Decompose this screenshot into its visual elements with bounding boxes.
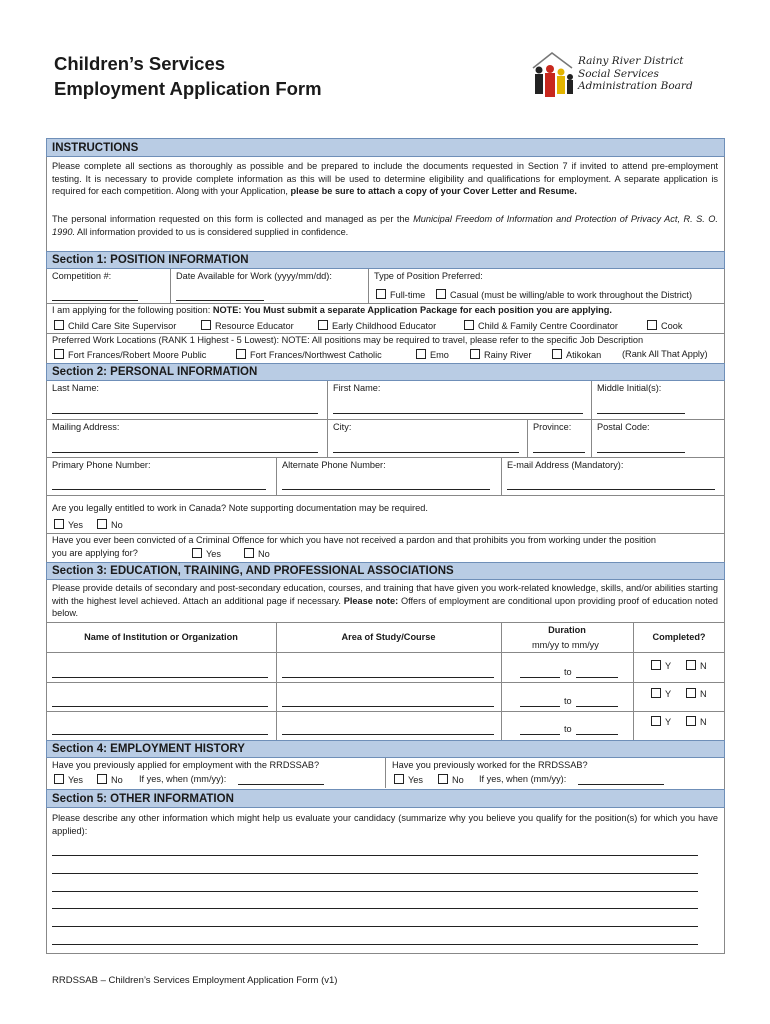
instructions-paragraph-2 [52,213,718,238]
instructions-text: Please complete all sections as thoroughly as possible and be prepared to include the documents requested in Section 7 if invited to attend pre-employment testing. It is necessary to provide complete information as this will be used to determine eligibility and qualifications for employment. A separate application is required for each competition. Along with your Application, [52,161,718,196]
checkbox[interactable] [201,320,211,330]
col-institution-header: Name of Institution or Organization [84,632,238,642]
applied-yes-option[interactable] [54,774,83,785]
duration-from-field[interactable] [520,734,560,735]
worked-when-field[interactable] [578,784,664,785]
education-intro-text: Please provide details of secondary and post-secondary education, courses, and training that have given you work-related knowledge, skills, and/or abilities starting with the highest level achieved. Attach an additional page if necessary. [52,583,718,606]
family-house-icon [530,50,578,102]
instructions-cover-letter-note: please be sure to attach a copy of your Cover Letter and Resume. [290,186,577,196]
position-family-centre-coordinator[interactable] [464,320,618,331]
city-label: City: [333,422,352,432]
y-label: Y [665,717,672,727]
area-field[interactable] [282,734,494,735]
area-field[interactable] [282,706,494,707]
form-title-line1: Children’s Services [54,53,226,74]
last-name-label: Last Name: [52,383,99,393]
other-info-prompt: Please describe any other information which might help us evaluate your candidacy (summarize why you believe you qualify for the position(s) for which you have applied): [52,813,718,836]
page-footer: RRDSSAB – Children’s Services Employment Application Form (v1) [52,975,338,986]
duration-to-field[interactable] [576,677,618,678]
worked-when-label: If yes, when (mm/yy): [479,774,567,784]
last-name-field[interactable] [52,413,318,414]
fulltime-label: Full-time [390,290,426,300]
locations-label: Preferred Work Locations (RANK 1 Highest - 5 Lowest): NOTE: All positions may be required to travel, please refer to the specific Job Description [52,335,644,345]
fulltime-checkbox[interactable] [376,289,386,299]
applied-no-option[interactable] [97,774,123,785]
competition-field[interactable] [52,300,138,301]
y-label: Y [665,689,672,699]
position-cook[interactable] [647,320,682,331]
col-duration-header: Duration [548,625,586,635]
location-robert-moore[interactable] [54,349,206,360]
checkbox[interactable] [97,519,107,529]
alternate-phone-field[interactable] [282,489,490,490]
position-label: Resource Educator [215,321,294,331]
other-info-line[interactable] [52,873,698,874]
section2-header: Section 2: PERSONAL INFORMATION [46,363,725,381]
duration-to-field[interactable] [576,706,618,707]
other-info-line[interactable] [52,908,698,909]
province-label: Province: [533,422,572,432]
location-label: Atikokan [566,350,602,360]
duration-to-field[interactable] [576,734,618,735]
privacy-act-name: Municipal Freedom of Information and Protection of Privacy Act, R. S. O. 1990. [52,214,718,237]
section3-header: Section 3: EDUCATION, TRAINING, AND PROFESSIONAL ASSOCIATIONS [46,562,725,580]
applying-text: I am applying for the following position: [52,305,211,315]
completed-y-option[interactable] [651,716,671,727]
yes-label: Yes [206,549,221,559]
completed-n-option[interactable] [686,716,707,727]
date-available-label: Date Available for Work (yyyy/mm/dd): [176,271,332,281]
position-label: Cook [661,321,683,331]
section4-header: Section 4: EMPLOYMENT HISTORY [46,740,725,758]
to-label: to [564,724,572,734]
location-label: Emo [430,350,449,360]
other-info-line[interactable] [52,855,698,856]
completed-y-option[interactable] [651,660,671,671]
mailing-address-label: Mailing Address: [52,422,120,432]
checkbox[interactable] [651,660,661,670]
institution-field[interactable] [52,706,268,707]
position-child-care-supervisor[interactable] [54,320,176,331]
checkbox[interactable] [244,548,254,558]
applied-when-label: If yes, when (mm/yy): [139,774,227,784]
location-label: Fort Frances/Robert Moore Public [68,350,207,360]
checkbox[interactable] [552,349,562,359]
first-name-field[interactable] [333,413,583,414]
competition-label: Competition #: [52,271,112,281]
casual-checkbox[interactable] [436,289,446,299]
primary-phone-label: Primary Phone Number: [52,460,151,470]
checkbox[interactable] [54,519,64,529]
no-label: No [258,549,270,559]
to-label: to [564,667,572,677]
section1-header: Section 1: POSITION INFORMATION [46,251,725,269]
criminal-yes-option[interactable] [192,548,221,559]
checkbox[interactable] [464,320,474,330]
primary-phone-field[interactable] [52,489,266,490]
confidentiality-text: All information provided to us is considered supplied in confidence. [77,226,349,237]
col-duration-sub: mm/yy to mm/yy [532,640,599,650]
logo-line2: Social Services [578,67,659,80]
other-info-line[interactable] [52,926,698,927]
email-label: E-mail Address (Mandatory): [507,460,624,470]
checkbox[interactable] [54,349,64,359]
casual-option[interactable] [436,289,692,300]
logo-line3: Administration Board [578,80,693,92]
yes-label: Yes [68,775,83,785]
date-available-field[interactable] [176,300,264,301]
mailing-address-field[interactable] [52,452,318,453]
checkbox[interactable] [470,349,480,359]
logo-line1: Rainy River District [578,55,684,67]
other-info-line[interactable] [52,944,698,945]
area-field[interactable] [282,677,494,678]
col-completed-header: Completed? [652,632,706,642]
checkbox[interactable] [647,320,657,330]
location-rainy-river[interactable] [470,349,531,360]
applying-note: NOTE: You Must submit a separate Application Package for each position you are applying. [212,305,612,315]
checkbox[interactable] [192,548,202,558]
city-field[interactable] [333,452,519,453]
criminal-no-option[interactable] [244,548,270,559]
postal-code-field[interactable] [597,452,685,453]
province-field[interactable] [533,452,585,453]
instructions-header: INSTRUCTIONS [46,138,725,157]
duration-from-field[interactable] [520,706,560,707]
checkbox[interactable] [54,320,64,330]
checkbox[interactable] [438,774,448,784]
no-label: No [452,775,464,785]
checkbox[interactable] [394,774,404,784]
legal-no-option[interactable] [97,519,123,530]
applied-when-field[interactable] [238,784,324,785]
rrdssab-logo [530,50,720,105]
education-note-text: Offers of employment are conditional upon providing proof of education noted below. [52,595,718,618]
no-label: No [111,520,123,530]
completed-n-option[interactable] [686,660,707,671]
no-label: No [111,775,123,785]
position-label: Child & Family Centre Coordinator [478,321,618,331]
form-title-line2: Employment Application Form [54,78,322,99]
worked-yes-option[interactable] [394,774,423,785]
institution-field[interactable] [52,677,268,678]
checkbox[interactable] [318,320,328,330]
location-label: Fort Frances/Northwest Catholic [250,350,382,360]
n-label: N [700,689,707,699]
privacy-text: The personal information requested on this form is collected and managed as per the [52,214,410,224]
checkbox[interactable] [236,349,246,359]
position-label: Early Childhood Educator [332,321,437,331]
type-preferred-label: Type of Position Preferred: [374,271,483,281]
checkbox[interactable] [97,774,107,784]
legal-entitlement-question: Are you legally entitled to work in Canada? Note supporting documentation may be required. [52,503,428,513]
location-northwest-catholic[interactable] [236,349,382,360]
completed-n-option[interactable] [686,688,707,699]
applied-before-question: Have you previously applied for employment with the RRDSSAB? [52,760,320,770]
position-resource-educator[interactable] [201,320,294,331]
position-ece[interactable] [318,320,436,331]
middle-initial-field[interactable] [597,413,685,414]
institution-field[interactable] [52,734,268,735]
yes-label: Yes [68,520,83,530]
n-label: N [700,717,707,727]
first-name-label: First Name: [333,383,381,393]
alternate-phone-label: Alternate Phone Number: [282,460,386,470]
position-label: Child Care Site Supervisor [68,321,177,331]
education-note-label: Please note: [343,595,399,606]
applying-position-label [52,305,612,315]
legal-yes-option[interactable] [54,519,83,530]
checkbox[interactable] [686,688,696,698]
location-atikokan[interactable] [552,349,601,360]
worked-no-option[interactable] [438,774,464,785]
yes-label: Yes [408,775,423,785]
section5-header: Section 5: OTHER INFORMATION [46,789,725,808]
criminal-question-line1: Have you ever been convicted of a Criminal Offence for which you have not received a pardon and that prohibits you from working under the position [52,535,656,545]
to-label: to [564,696,572,706]
checkbox[interactable] [686,660,696,670]
email-field[interactable] [507,489,715,490]
instructions-paragraph-1 [52,160,718,198]
completed-y-option[interactable] [651,688,671,699]
duration-from-field[interactable] [520,677,560,678]
casual-label: Casual (must be willing/able to work throughout the District) [450,290,693,300]
checkbox[interactable] [651,688,661,698]
location-label: Rainy River [484,350,532,360]
worked-before-question: Have you previously worked for the RRDSSAB? [392,760,588,770]
middle-initial-label: Middle Initial(s): [597,383,662,393]
other-info-line[interactable] [52,891,698,892]
checkbox[interactable] [416,349,426,359]
y-label: Y [665,661,672,671]
postal-code-label: Postal Code: [597,422,650,432]
col-area-header: Area of Study/Course [341,632,436,642]
fulltime-option[interactable] [376,289,425,300]
criminal-question-line2: you are applying for? [52,548,138,558]
checkbox[interactable] [686,716,696,726]
education-intro [52,582,718,620]
location-emo[interactable] [416,349,449,360]
checkbox[interactable] [54,774,64,784]
rank-all-note: (Rank All That Apply) [622,349,708,359]
checkbox[interactable] [651,716,661,726]
logo-text [578,55,693,93]
n-label: N [700,661,707,671]
